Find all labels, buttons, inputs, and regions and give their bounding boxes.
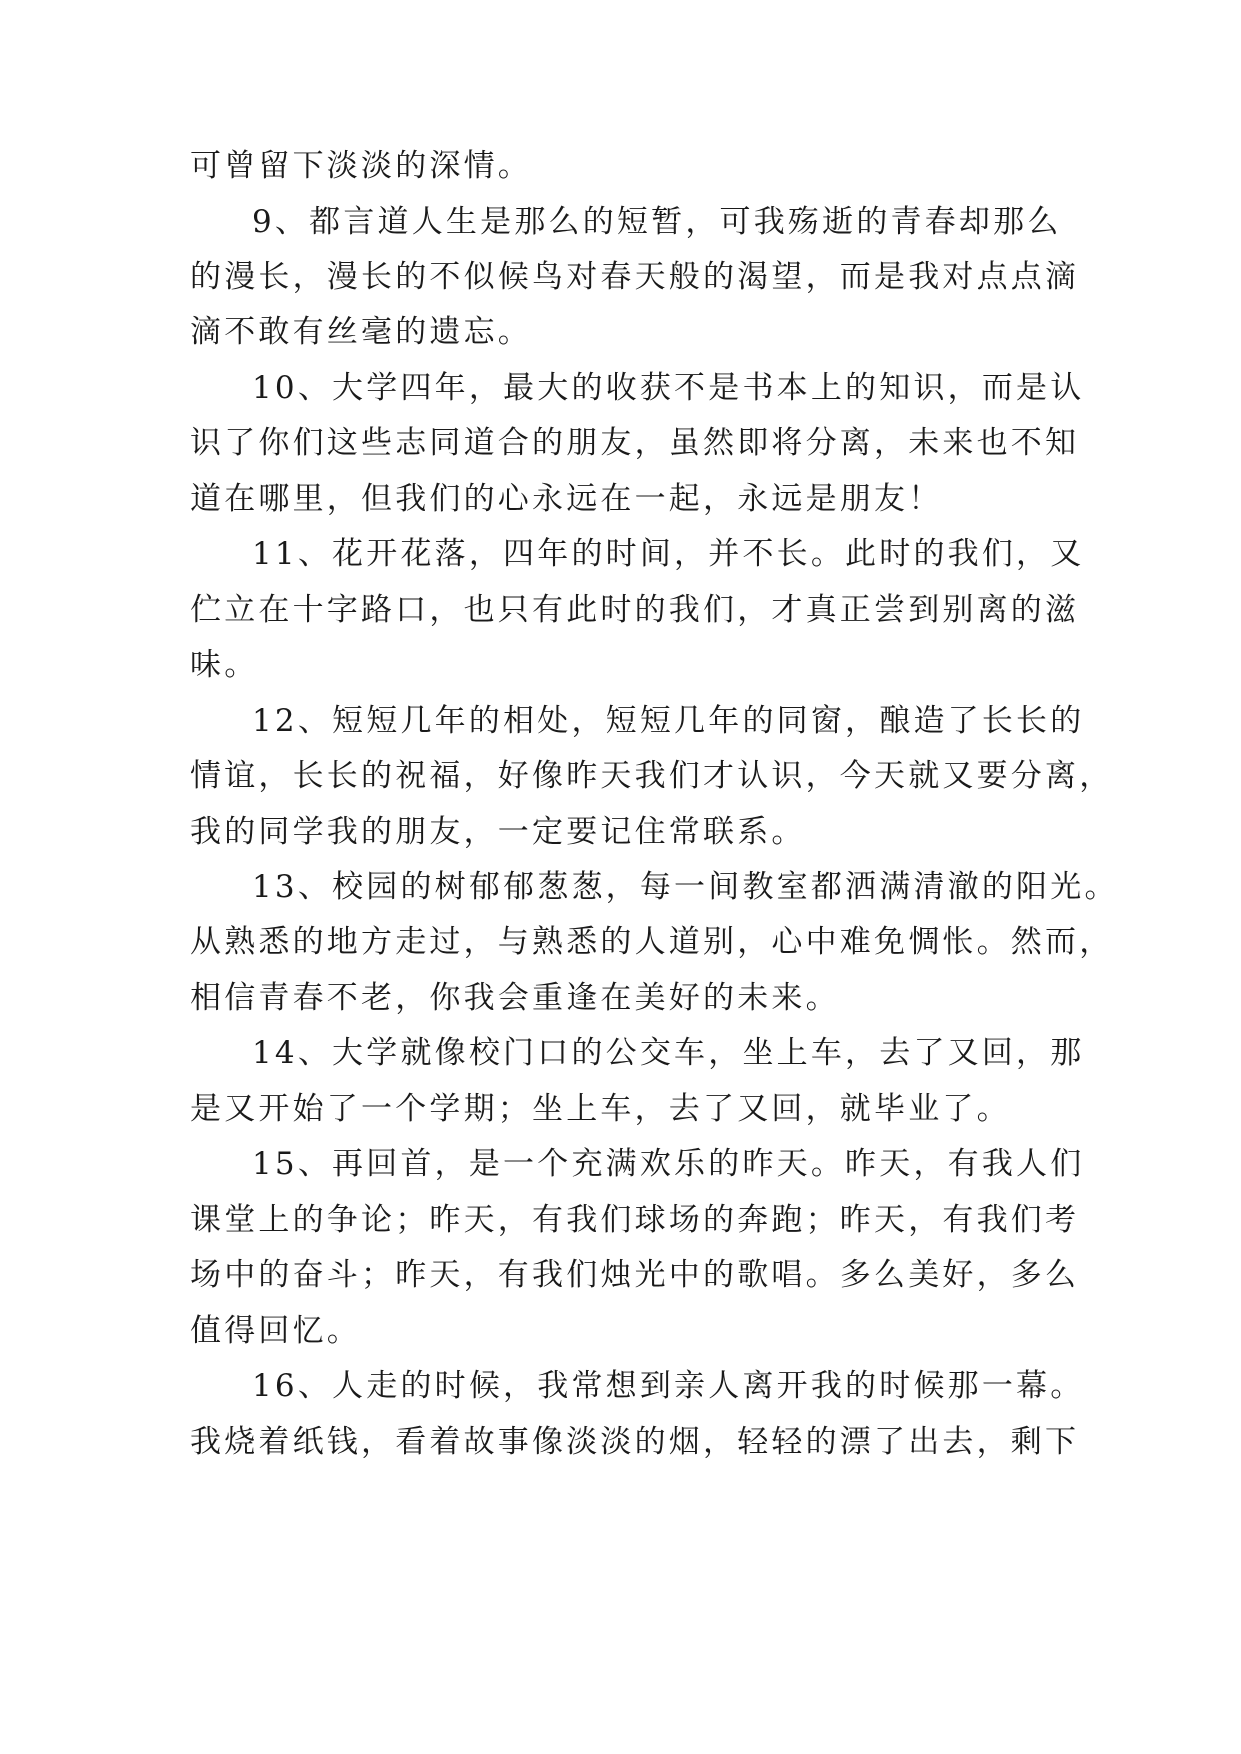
text-line: 识了你们这些志同道合的朋友，虽然即将分离，未来也不知: [190, 425, 1080, 461]
text-line: 11、花开花落，四年的时间，并不长。此时的我们，又: [252, 536, 1085, 572]
text-line: 15、再回首，是一个充满欢乐的昨天。昨天，有我人们: [252, 1146, 1085, 1182]
text-line: 我烧着纸钱，看着故事像淡淡的烟，轻轻的漂了出去，剩下: [190, 1424, 1080, 1460]
text-line: 课堂上的争论；昨天，有我们球场的奔跑；昨天，有我们考: [190, 1202, 1080, 1238]
text-line: 从熟悉的地方走过，与熟悉的人道别，心中难免惆怅。然而，: [190, 924, 1114, 960]
text-line: 14、大学就像校门口的公交车，坐上车，去了又回，那: [252, 1035, 1085, 1071]
text-line: 道在哪里，但我们的心永远在一起，永远是朋友！: [190, 481, 943, 517]
text-line: 的漫长，漫长的不似候鸟对春天般的渴望，而是我对点点滴: [190, 259, 1080, 295]
text-line: 12、短短几年的相处，短短几年的同窗，酿造了长长的: [252, 703, 1085, 739]
text-line: 10、大学四年，最大的收获不是书本上的知识，而是认: [252, 370, 1085, 406]
text-line: 是又开始了一个学期；坐上车，去了又回，就毕业了。: [190, 1091, 1011, 1127]
text-line: 值得回忆。: [190, 1313, 361, 1349]
text-line: 相信青春不老，你我会重逢在美好的未来。: [190, 980, 840, 1016]
text-line: 情谊，长长的祝福，好像昨天我们才认识，今天就又要分离，: [190, 758, 1114, 794]
text-line: 可曾留下淡淡的深情。: [190, 148, 532, 184]
text-line: 16、人走的时候，我常想到亲人离开我的时候那一幕。: [252, 1368, 1085, 1404]
text-line: 伫立在十字路口，也只有此时的我们，才真正尝到别离的滋: [190, 592, 1080, 628]
text-line: 9、都言道人生是那么的短暂，可我殇逝的青春却那么: [252, 204, 1062, 240]
text-line: 味。: [190, 647, 259, 683]
text-line: 13、校园的树郁郁葱葱，每一间教室都洒满清澈的阳光。: [252, 869, 1119, 905]
text-line: 场中的奋斗；昨天，有我们烛光中的歌唱。多么美好，多么: [190, 1257, 1080, 1293]
text-line: 滴不敢有丝毫的遗忘。: [190, 314, 532, 350]
text-line: 我的同学我的朋友，一定要记住常联系。: [190, 814, 806, 850]
